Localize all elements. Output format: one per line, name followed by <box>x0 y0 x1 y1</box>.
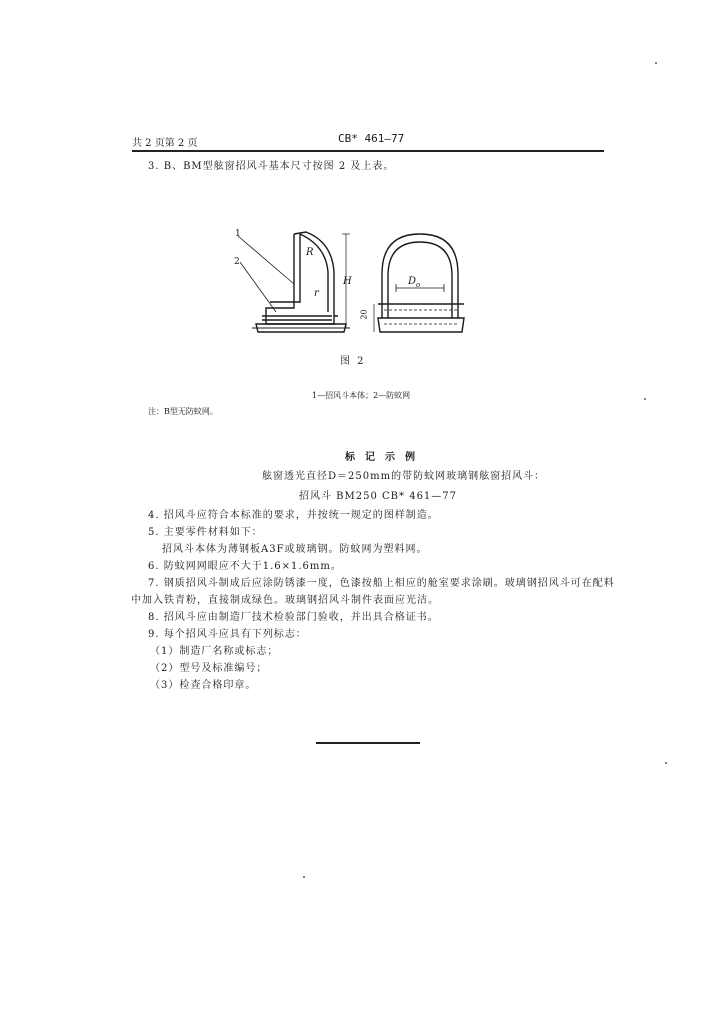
label-20: 20 <box>359 309 369 320</box>
label-Do: $D_o$ <box>408 276 421 289</box>
item-9-sub-3: （3）检查合格印章。 <box>150 680 257 691</box>
marking-example-title: 标记示例 <box>345 452 425 463</box>
header-rule <box>132 150 604 152</box>
standard-code: CB* 461—77 <box>338 132 405 145</box>
scan-speck <box>655 62 657 64</box>
item-4: 4. 招风斗应符合本标准的要求，并按统一规定的图样制造。 <box>148 510 439 521</box>
figure-note: 注：B型无防蚊网。 <box>148 407 218 416</box>
label-r: r <box>314 288 319 299</box>
item-9-sub-1: （1）制造厂名称或标志； <box>150 646 279 657</box>
page-info: 共 2 页第 2 页 <box>132 138 198 149</box>
scan-speck <box>644 398 646 400</box>
item-6: 6. 防蚊网网眼应不大于1.6×1.6mm。 <box>148 561 342 572</box>
side-section-view <box>252 232 350 332</box>
end-rule <box>316 742 420 744</box>
marking-example-line-2: 招风斗 BM250 CB* 461—77 <box>299 491 458 502</box>
item-5-detail: 招风斗本体为薄钢板A3F或玻璃钢。防蚊网为塑料网。 <box>162 544 428 555</box>
figure-caption: 图 2 <box>340 356 366 367</box>
callout-1: 1 <box>235 229 241 239</box>
item-9-sub-2: （2）型号及标准编号； <box>150 663 268 674</box>
figure-legend: 1—招风斗本体；2—防蚊网 <box>312 391 411 400</box>
item-9: 9. 每个招风斗应具有下列标志： <box>148 629 307 640</box>
label-H: H <box>343 276 352 287</box>
scan-speck <box>303 876 305 878</box>
marking-example-line-1: 舷窗透光直径D＝250mm的带防蚊网玻璃钢舷窗招风斗： <box>262 471 546 482</box>
callout-2: 2 <box>234 257 240 267</box>
item-7: 7. 钢质招风斗制成后应涂防锈漆一度，色漆按船上相应的舱室要求涂刷。玻璃钢招风斗可在配料 <box>148 578 615 589</box>
label-R: R <box>306 247 314 258</box>
scan-speck <box>665 762 667 764</box>
item-3: 3. B、BM型舷窗招风斗基本尺寸按图 2 及上表。 <box>148 161 395 172</box>
item-5: 5. 主要零件材料如下： <box>148 527 263 538</box>
item-7-continued: 中加入铁青粉，直接制成绿色。玻璃钢招风斗制件表面应光洁。 <box>131 595 439 606</box>
item-8: 8. 招风斗应由制造厂技术检验部门验收，并出具合格证书。 <box>148 612 439 623</box>
